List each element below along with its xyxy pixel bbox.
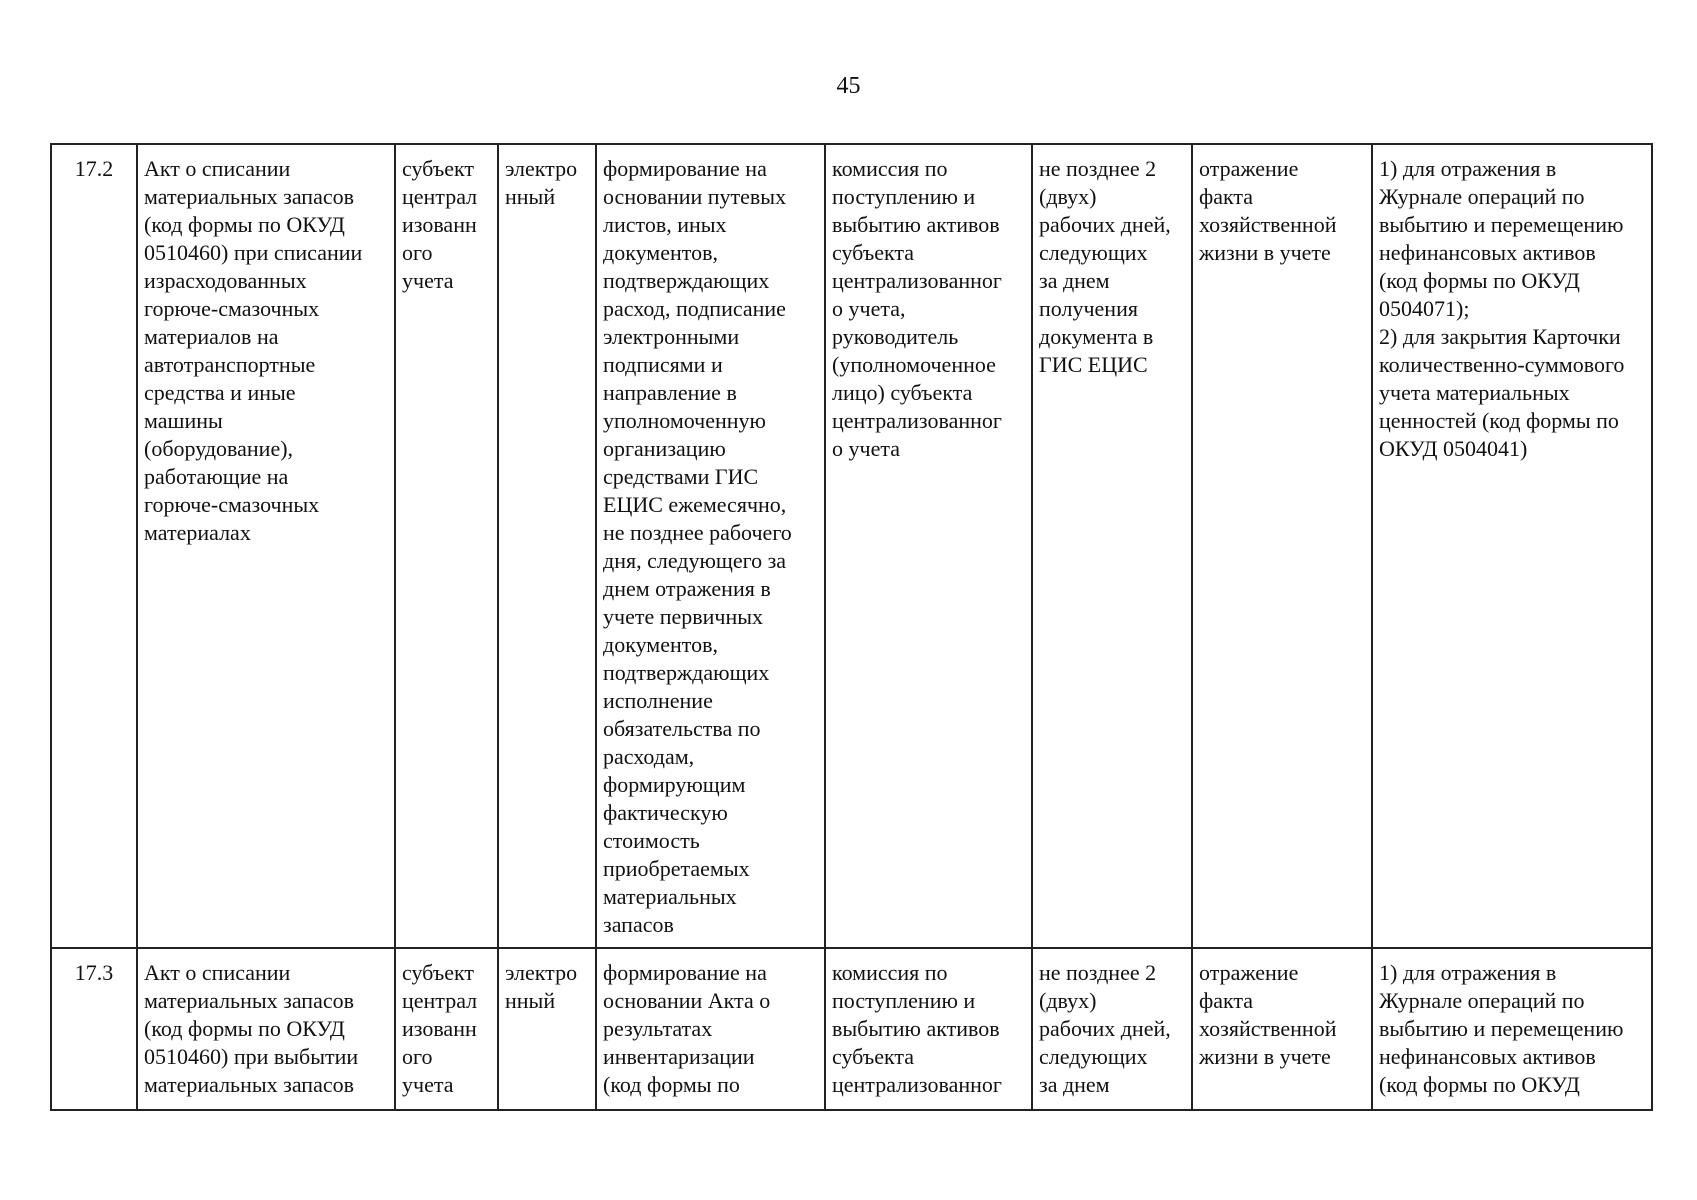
cell-document-name: Акт о списании материальных запасов (код формы по ОКУД 0510460) при списании израсходованных горюче-смазочных материалов на автотранспортные средства и иные машины (оборудование), работающие на горюче-смазочных материалах [137, 144, 395, 948]
cell-procedure: формирование на основании Акта о результатах инвентаризации (код формы по [596, 948, 825, 1110]
cell-responsible: комиссия по поступлению и выбытию активов субъекта централизованног о учета, руководитель (уполномоченное лицо) субъекта централизованног о учета [825, 144, 1032, 948]
cell-author: субъект централ изованн ого учета [395, 948, 498, 1110]
cell-form: электро нный [498, 144, 596, 948]
document-table [50, 143, 1653, 1111]
page-number: 45 [836, 73, 861, 99]
cell-usage: 1) для отражения в Журнале операций по выбытию и перемещению нефинансовых активов (код формы по ОКУД [1372, 948, 1652, 1110]
cell-number: 17.3 [51, 948, 137, 1110]
cell-form: электро нный [498, 948, 596, 1110]
cell-number: 17.2 [51, 144, 137, 948]
cell-responsible: комиссия по поступлению и выбытию активов субъекта централизованног [825, 948, 1032, 1110]
cell-usage: 1) для отражения в Журнале операций по выбытию и перемещению нефинансовых активов (код формы по ОКУД 0504071); 2) для закрытия Карточки количественно-суммового учета материальных ценностей (код формы по ОКУД 0504041) [1372, 144, 1652, 948]
cell-purpose: отражение факта хозяйственной жизни в учете [1192, 948, 1372, 1110]
cell-author: субъект централ изованн ого учета [395, 144, 498, 948]
table-row [51, 948, 1652, 1110]
table-row [51, 144, 1652, 948]
cell-document-name: Акт о списании материальных запасов (код формы по ОКУД 0510460) при выбытии материальных запасов [137, 948, 395, 1110]
cell-purpose: отражение факта хозяйственной жизни в учете [1192, 144, 1372, 948]
cell-deadline: не позднее 2 (двух) рабочих дней, следующих за днем [1032, 948, 1192, 1110]
cell-deadline: не позднее 2 (двух) рабочих дней, следующих за днем получения документа в ГИС ЕЦИС [1032, 144, 1192, 948]
cell-procedure: формирование на основании путевых листов, иных документов, подтверждающих расход, подписание электронными подписями и направление в уполномоченную организацию средствами ГИС ЕЦИС ежемесячно, не позднее рабочего дня, следующего за днем отражения в учете первичных документов, подтверждающих исполнение обязательства по расходам, формирующим фактическую стоимость приобретаемых материальных запасов [596, 144, 825, 948]
